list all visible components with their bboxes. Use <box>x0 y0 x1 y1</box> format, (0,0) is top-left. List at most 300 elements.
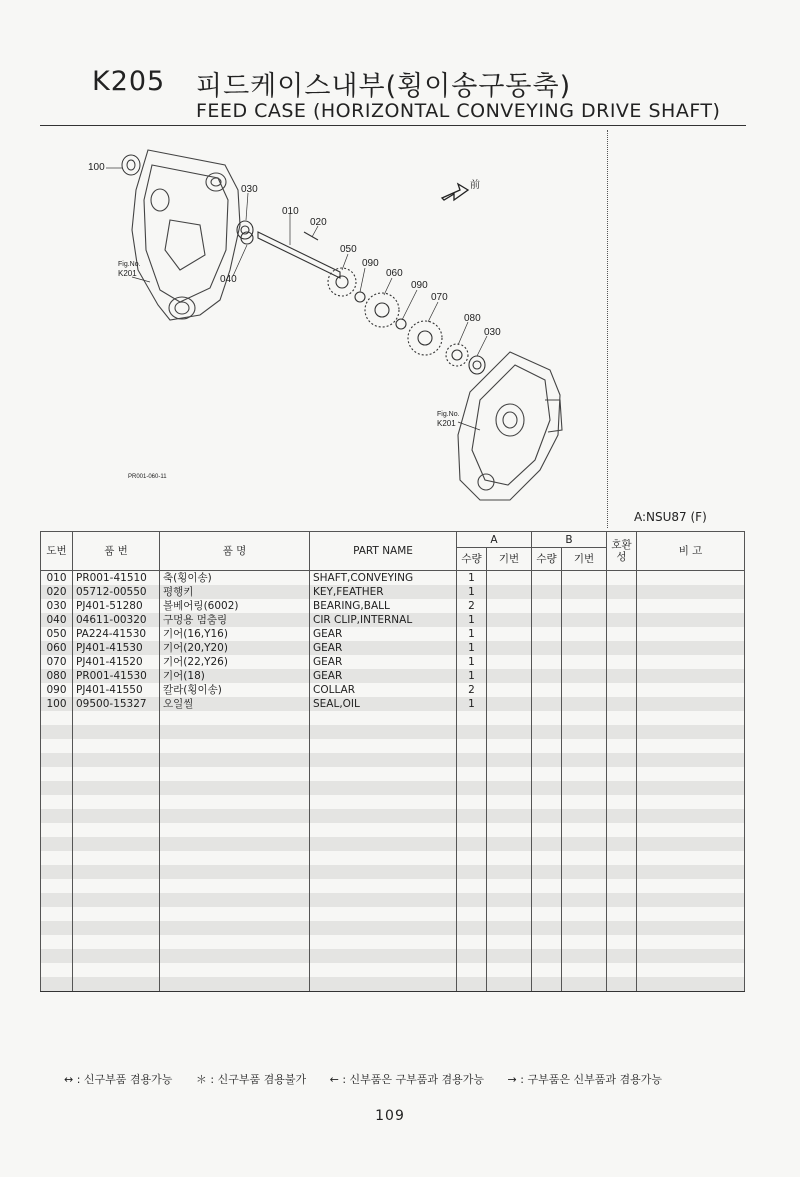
cell-serial-a <box>487 599 532 613</box>
cell-qty-b <box>532 837 562 851</box>
cell-part-no: PR001-41530 <box>73 669 160 683</box>
cell-name-en <box>310 781 457 795</box>
cell-serial-a <box>487 739 532 753</box>
cell-remarks <box>637 627 745 641</box>
cell-serial-b <box>562 809 607 823</box>
cell-serial-b <box>562 711 607 725</box>
table-row <box>41 683 745 697</box>
cell-qty-a: 1 <box>457 655 487 669</box>
cell-name-kr: 축(횡이송) <box>160 571 310 586</box>
col-header-qty-a: 수량 <box>457 548 487 571</box>
table-row <box>41 725 745 739</box>
cell-compat <box>607 655 637 669</box>
cell-qty-b <box>532 739 562 753</box>
fig-ref-left-value: K201 <box>118 269 137 278</box>
cell-qty-a <box>457 767 487 781</box>
callout-030: 030 <box>241 184 258 195</box>
gear-080-icon <box>446 344 468 366</box>
cell-name-kr <box>160 865 310 879</box>
cell-compat <box>607 753 637 767</box>
cell-compat <box>607 697 637 711</box>
cell-qty-a <box>457 949 487 963</box>
cell-qty-a: 1 <box>457 669 487 683</box>
cell-part-no <box>73 851 160 865</box>
cell-qty-a <box>457 921 487 935</box>
cell-qty-a <box>457 837 487 851</box>
cell-remarks <box>637 753 745 767</box>
col-header-serial-b: 기번 <box>562 548 607 571</box>
gear-050-icon <box>328 268 356 296</box>
callout-040: 040 <box>220 274 237 285</box>
cell-ref <box>41 809 73 823</box>
cell-name-kr <box>160 977 310 992</box>
cell-name-en <box>310 907 457 921</box>
fig-ref-right-value: K201 <box>437 419 456 428</box>
cell-serial-b <box>562 613 607 627</box>
cell-serial-b <box>562 739 607 753</box>
cell-ref <box>41 949 73 963</box>
cell-remarks <box>637 781 745 795</box>
cell-qty-b <box>532 641 562 655</box>
feed-case-right-illustration <box>458 352 562 500</box>
page-title-korean: 피드케이스내부(횡이송구동축) <box>196 71 572 102</box>
cell-compat <box>607 767 637 781</box>
cell-ref <box>41 907 73 921</box>
cell-compat <box>607 711 637 725</box>
cell-name-en: GEAR <box>310 669 457 683</box>
cell-ref: 020 <box>41 585 73 599</box>
model-code: A:NSU87 (F) <box>634 510 707 524</box>
cell-serial-a <box>487 641 532 655</box>
cell-ref: 090 <box>41 683 73 697</box>
cell-name-en: BEARING,BALL <box>310 599 457 613</box>
cell-qty-b <box>532 655 562 669</box>
col-header-remarks: 비 고 <box>637 532 745 571</box>
cell-name-kr: 오일씰 <box>160 697 310 711</box>
cell-remarks <box>637 739 745 753</box>
cell-serial-a <box>487 879 532 893</box>
table-row <box>41 809 745 823</box>
cell-part-no: PJ401-41520 <box>73 655 160 669</box>
cell-name-en: GEAR <box>310 641 457 655</box>
col-header-serial-a: 기번 <box>487 548 532 571</box>
cell-qty-a <box>457 907 487 921</box>
cell-qty-a <box>457 893 487 907</box>
cell-part-no: PJ401-41550 <box>73 683 160 697</box>
cell-serial-a <box>487 795 532 809</box>
cell-remarks <box>637 977 745 992</box>
cell-serial-b <box>562 963 607 977</box>
col-header-compat: 호환성 <box>607 532 637 571</box>
fig-ref-left-label: Fig.No. <box>118 261 141 268</box>
cell-ref <box>41 963 73 977</box>
cell-serial-a <box>487 823 532 837</box>
table-row <box>41 781 745 795</box>
cell-ref: 060 <box>41 641 73 655</box>
cell-qty-a: 2 <box>457 683 487 697</box>
cell-remarks <box>637 599 745 613</box>
cell-name-kr: 볼베어링(6002) <box>160 599 310 613</box>
parts-table <box>40 531 745 992</box>
cell-part-no: 09500-15327 <box>73 697 160 711</box>
cell-serial-b <box>562 781 607 795</box>
front-direction-arrow <box>442 184 468 200</box>
cell-compat <box>607 893 637 907</box>
cell-remarks <box>637 711 745 725</box>
cell-compat <box>607 739 637 753</box>
shaft-assembly <box>237 221 340 278</box>
callout-090: 090 <box>362 258 379 269</box>
cell-serial-b <box>562 935 607 949</box>
cell-compat <box>607 949 637 963</box>
cell-qty-a: 1 <box>457 641 487 655</box>
cell-qty-b <box>532 781 562 795</box>
table-row <box>41 767 745 781</box>
cell-ref: 050 <box>41 627 73 641</box>
cell-remarks <box>637 613 745 627</box>
cell-serial-a <box>487 627 532 641</box>
cell-name-kr: 기어(20,Y20) <box>160 641 310 655</box>
cell-remarks <box>637 795 745 809</box>
cell-qty-a <box>457 739 487 753</box>
callout-100: 100 <box>88 162 105 173</box>
cell-qty-a: 1 <box>457 627 487 641</box>
callout-090-b: 090 <box>411 280 428 291</box>
cell-name-en <box>310 935 457 949</box>
cell-qty-a <box>457 809 487 823</box>
cell-serial-b <box>562 949 607 963</box>
cell-serial-b <box>562 823 607 837</box>
cell-part-no <box>73 809 160 823</box>
cell-part-no <box>73 795 160 809</box>
cell-name-en <box>310 949 457 963</box>
cell-serial-a <box>487 963 532 977</box>
cell-ref <box>41 767 73 781</box>
drawing-code: PR001-060-11 <box>128 474 167 480</box>
cell-name-kr <box>160 809 310 823</box>
cell-serial-a <box>487 613 532 627</box>
cell-remarks <box>637 683 745 697</box>
cell-serial-a <box>487 683 532 697</box>
cell-part-no <box>73 963 160 977</box>
cell-remarks <box>637 907 745 921</box>
cell-qty-b <box>532 711 562 725</box>
cell-compat <box>607 823 637 837</box>
cell-compat <box>607 935 637 949</box>
cell-compat <box>607 641 637 655</box>
diagram-divider <box>607 130 608 528</box>
cell-name-en <box>310 977 457 992</box>
cell-part-no <box>73 921 160 935</box>
cell-ref: 080 <box>41 669 73 683</box>
cell-serial-a <box>487 725 532 739</box>
cell-name-kr <box>160 879 310 893</box>
cell-ref <box>41 935 73 949</box>
cell-ref <box>41 711 73 725</box>
cell-serial-a <box>487 893 532 907</box>
cell-part-no <box>73 753 160 767</box>
cell-serial-a <box>487 767 532 781</box>
cell-qty-a <box>457 935 487 949</box>
cell-serial-a <box>487 753 532 767</box>
page-number: 109 <box>375 1108 405 1124</box>
cell-name-kr: 구멍용 멈춤링 <box>160 613 310 627</box>
cell-serial-a <box>487 907 532 921</box>
cell-qty-a: 1 <box>457 613 487 627</box>
legend-item: ＊ : 신구부품 겸용불가 <box>195 1073 307 1086</box>
cell-name-en <box>310 851 457 865</box>
table-row <box>41 585 745 599</box>
cell-compat <box>607 809 637 823</box>
callout-010: 010 <box>282 206 299 217</box>
cell-compat <box>607 907 637 921</box>
cell-name-kr: 기어(22,Y26) <box>160 655 310 669</box>
cell-ref <box>41 725 73 739</box>
cell-part-no <box>73 837 160 851</box>
cell-serial-a <box>487 781 532 795</box>
cell-qty-b <box>532 823 562 837</box>
cell-ref <box>41 977 73 992</box>
oil-seal-100-icon <box>122 155 140 175</box>
collar-090-icon <box>355 292 365 302</box>
cell-remarks <box>637 571 745 586</box>
cell-name-en <box>310 837 457 851</box>
cell-name-en <box>310 767 457 781</box>
cell-ref <box>41 795 73 809</box>
cell-qty-a: 1 <box>457 585 487 599</box>
legend-item: ← : 신부품은 구부품과 겸용가능 <box>329 1073 485 1086</box>
gear-060-icon <box>365 293 399 327</box>
cell-qty-a <box>457 977 487 992</box>
cell-part-no <box>73 711 160 725</box>
cell-compat <box>607 669 637 683</box>
cell-compat <box>607 725 637 739</box>
cell-name-kr <box>160 921 310 935</box>
cell-remarks <box>637 851 745 865</box>
table-row <box>41 837 745 851</box>
cell-remarks <box>637 879 745 893</box>
callout-020: 020 <box>310 217 327 228</box>
cell-serial-a <box>487 837 532 851</box>
table-row <box>41 907 745 921</box>
cell-part-no <box>73 725 160 739</box>
cell-part-no <box>73 781 160 795</box>
table-row <box>41 795 745 809</box>
cell-ref <box>41 865 73 879</box>
table-row <box>41 627 745 641</box>
cell-serial-b <box>562 571 607 586</box>
col-header-name-en: PART NAME <box>310 532 457 571</box>
cell-qty-b <box>532 795 562 809</box>
cell-name-kr: 칼라(횡이송) <box>160 683 310 697</box>
cell-qty-b <box>532 851 562 865</box>
cell-qty-a <box>457 711 487 725</box>
cell-remarks <box>637 921 745 935</box>
cell-serial-b <box>562 655 607 669</box>
cell-remarks <box>637 725 745 739</box>
cell-qty-b <box>532 893 562 907</box>
cell-serial-b <box>562 977 607 992</box>
table-row <box>41 613 745 627</box>
table-row <box>41 641 745 655</box>
cell-serial-b <box>562 725 607 739</box>
page-code: K205 <box>92 66 166 97</box>
table-row <box>41 753 745 767</box>
cell-qty-b <box>532 571 562 586</box>
table-row <box>41 977 745 992</box>
cell-serial-a <box>487 655 532 669</box>
cell-qty-a <box>457 879 487 893</box>
callout-060: 060 <box>386 268 403 279</box>
cell-name-en <box>310 963 457 977</box>
cell-qty-b <box>532 809 562 823</box>
cell-ref <box>41 879 73 893</box>
cell-ref <box>41 739 73 753</box>
cell-qty-b <box>532 753 562 767</box>
cell-name-kr <box>160 725 310 739</box>
cell-name-en: GEAR <box>310 655 457 669</box>
cell-qty-b <box>532 935 562 949</box>
cell-compat <box>607 795 637 809</box>
cell-name-en <box>310 739 457 753</box>
cell-serial-b <box>562 641 607 655</box>
cell-qty-a <box>457 865 487 879</box>
cell-qty-b <box>532 977 562 992</box>
cell-ref <box>41 781 73 795</box>
gear-stack <box>241 232 485 374</box>
cell-name-kr <box>160 711 310 725</box>
cell-serial-a <box>487 865 532 879</box>
cell-qty-b <box>532 599 562 613</box>
legend-item: ↔ : 신구부품 겸용가능 <box>64 1073 173 1086</box>
cell-compat <box>607 851 637 865</box>
cell-ref <box>41 851 73 865</box>
cell-ref <box>41 823 73 837</box>
cell-qty-b <box>532 879 562 893</box>
cell-name-kr <box>160 907 310 921</box>
table-row <box>41 921 745 935</box>
table-row <box>41 851 745 865</box>
cell-name-en <box>310 795 457 809</box>
col-header-name-kr: 품 명 <box>160 532 310 571</box>
cell-ref <box>41 921 73 935</box>
cell-serial-b <box>562 627 607 641</box>
callout-030-b: 030 <box>484 327 501 338</box>
cell-part-no <box>73 935 160 949</box>
cell-name-en: CIR CLIP,INTERNAL <box>310 613 457 627</box>
cell-compat <box>607 781 637 795</box>
collar-090b-icon <box>396 319 406 329</box>
cell-name-en <box>310 921 457 935</box>
table-row <box>41 669 745 683</box>
cell-compat <box>607 627 637 641</box>
table-row <box>41 711 745 725</box>
col-header-ref: 도번 <box>41 532 73 571</box>
cell-name-kr: 기어(16,Y16) <box>160 627 310 641</box>
cell-compat <box>607 571 637 586</box>
compatibility-legend <box>64 1071 682 1087</box>
cell-remarks <box>637 767 745 781</box>
cell-ref: 040 <box>41 613 73 627</box>
cell-serial-b <box>562 865 607 879</box>
table-row <box>41 697 745 711</box>
cell-remarks <box>637 655 745 669</box>
cell-serial-a <box>487 977 532 992</box>
cell-name-kr <box>160 949 310 963</box>
feather-key-020-icon <box>304 232 318 240</box>
cell-name-en: KEY,FEATHER <box>310 585 457 599</box>
cell-qty-b <box>532 949 562 963</box>
cell-qty-b <box>532 627 562 641</box>
cell-remarks <box>637 823 745 837</box>
cell-ref: 070 <box>41 655 73 669</box>
cell-serial-b <box>562 767 607 781</box>
fig-ref-right-label: Fig.No. <box>437 411 460 418</box>
cell-name-en: SEAL,OIL <box>310 697 457 711</box>
bearing-030b-icon <box>469 356 485 374</box>
cell-part-no: PJ401-41530 <box>73 641 160 655</box>
cell-remarks <box>637 809 745 823</box>
cell-serial-b <box>562 585 607 599</box>
cell-name-kr <box>160 837 310 851</box>
cell-serial-a <box>487 669 532 683</box>
cell-name-en <box>310 809 457 823</box>
cell-remarks <box>637 949 745 963</box>
cell-ref: 010 <box>41 571 73 586</box>
cell-compat <box>607 683 637 697</box>
cell-ref: 100 <box>41 697 73 711</box>
cell-name-en <box>310 725 457 739</box>
cell-serial-a <box>487 935 532 949</box>
cell-name-en: SHAFT,CONVEYING <box>310 571 457 586</box>
cell-serial-b <box>562 921 607 935</box>
cell-qty-b <box>532 697 562 711</box>
cell-serial-b <box>562 795 607 809</box>
cell-qty-b <box>532 613 562 627</box>
cell-name-kr <box>160 963 310 977</box>
cell-part-no <box>73 977 160 992</box>
cell-part-no: 05712-00550 <box>73 585 160 599</box>
cell-remarks <box>637 865 745 879</box>
cell-qty-b <box>532 683 562 697</box>
cell-name-kr <box>160 767 310 781</box>
cell-qty-a <box>457 851 487 865</box>
cell-name-kr <box>160 781 310 795</box>
cell-remarks <box>637 585 745 599</box>
cell-qty-b <box>532 865 562 879</box>
cell-compat <box>607 865 637 879</box>
cell-remarks <box>637 963 745 977</box>
cell-qty-a <box>457 753 487 767</box>
table-row <box>41 963 745 977</box>
cell-part-no <box>73 823 160 837</box>
conveying-shaft-010-icon <box>258 232 340 278</box>
cell-serial-b <box>562 879 607 893</box>
feed-case-left-illustration <box>132 150 240 320</box>
cell-serial-b <box>562 683 607 697</box>
cell-serial-b <box>562 599 607 613</box>
cell-serial-a <box>487 571 532 586</box>
cell-qty-a: 2 <box>457 599 487 613</box>
cell-compat <box>607 585 637 599</box>
cell-remarks <box>637 935 745 949</box>
table-row <box>41 599 745 613</box>
cell-compat <box>607 599 637 613</box>
col-header-group-b: B <box>532 532 607 548</box>
cell-serial-b <box>562 851 607 865</box>
cell-name-en <box>310 879 457 893</box>
cell-qty-a <box>457 781 487 795</box>
